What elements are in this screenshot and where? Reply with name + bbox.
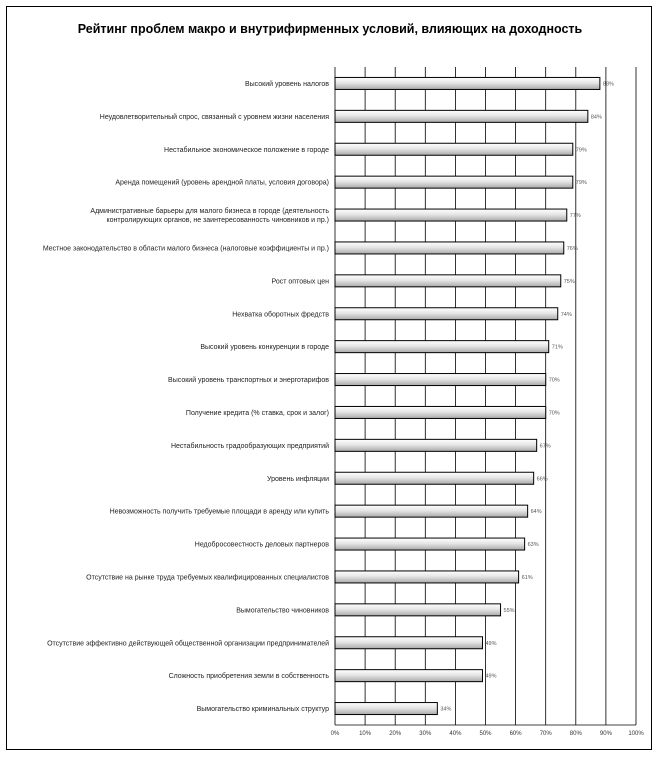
x-tick-label: 20% <box>389 731 402 737</box>
x-tick-label: 70% <box>539 731 552 737</box>
category-label: Вымогательство криминальных структур <box>196 706 329 714</box>
data-label: 84% <box>590 114 602 121</box>
data-label: 77% <box>569 213 581 220</box>
x-tick-label: 100% <box>628 731 644 737</box>
data-label: 70% <box>548 377 560 384</box>
category-label: Нестабильность градообразующих предприятий <box>170 442 329 450</box>
bar <box>335 110 588 122</box>
category-label: Отсутствие эффективно действующей общественной организации предпринимателей <box>47 640 329 648</box>
bars <box>335 77 614 714</box>
data-label: 79% <box>575 147 587 154</box>
data-label: 63% <box>527 542 539 549</box>
bar <box>335 505 528 517</box>
bar <box>335 209 567 221</box>
chart-title: Рейтинг проблем макро и внутрифирменных условий, влияющих на доходность <box>77 22 583 36</box>
category-label: Нестабильное экономическое положение в городе <box>164 146 329 154</box>
bar <box>335 604 501 616</box>
bar <box>335 77 600 89</box>
data-label: 71% <box>551 344 563 351</box>
category-label: Сложность приобретения земли в собственность <box>168 673 329 681</box>
bar <box>335 242 564 254</box>
data-label: 88% <box>602 81 614 88</box>
bar <box>335 275 561 287</box>
category-label: Аренда помещений (уровень арендной платы, условия договора) <box>115 179 329 187</box>
category-label: Неудовлетворительный спрос, связанный с уровнем жизни населения <box>99 113 329 121</box>
data-label: 76% <box>566 245 578 252</box>
data-label: 49% <box>485 640 497 647</box>
bar <box>335 176 573 188</box>
bar <box>335 538 525 550</box>
bar <box>335 472 534 484</box>
category-label: Нехватка оборотных фредств <box>232 311 329 319</box>
category-label: Недобросовестность деловых партнеров <box>194 541 329 549</box>
bar <box>335 439 537 451</box>
category-label: контролирующих органов, не заинтересованность чиновников и пр.) <box>106 217 329 225</box>
bar <box>335 703 437 715</box>
category-label: Невозможность получить требуемые площади в аренду или купить <box>109 508 329 516</box>
bar <box>335 637 482 649</box>
data-label: 55% <box>503 607 515 614</box>
data-label: 70% <box>548 410 560 417</box>
data-label: 79% <box>575 180 587 187</box>
category-label: Рост оптовых цен <box>271 278 329 286</box>
bar <box>335 143 573 155</box>
category-label: Уровень инфляции <box>267 475 329 483</box>
bar <box>335 571 519 583</box>
data-label: 61% <box>521 574 533 581</box>
bar <box>335 308 558 320</box>
x-tick-label: 30% <box>419 731 432 737</box>
x-axis-ticks <box>331 731 645 737</box>
x-tick-label: 40% <box>449 731 462 737</box>
bar <box>335 406 546 418</box>
bar <box>335 374 546 386</box>
data-label: 66% <box>536 476 548 483</box>
category-label: Получение кредита (% ставка, срок и залог) <box>185 409 329 417</box>
data-label: 67% <box>539 443 551 450</box>
data-label: 74% <box>560 311 572 318</box>
data-label: 49% <box>485 673 497 680</box>
category-label: Высокий уровень транспортных и энерготарифов <box>168 377 329 385</box>
category-labels <box>43 80 329 713</box>
bar <box>335 670 482 682</box>
gridlines <box>335 67 636 725</box>
data-label: 34% <box>440 706 452 713</box>
x-tick-label: 60% <box>509 731 522 737</box>
x-tick-label: 80% <box>569 731 582 737</box>
bar <box>335 341 549 353</box>
x-tick-label: 90% <box>599 731 612 737</box>
category-label: Высокий уровень конкуренции в городе <box>200 344 329 352</box>
x-tick-label: 50% <box>479 731 492 737</box>
category-label: Отсутствие на рынке труда требуемых квалифицированных специалистов <box>86 574 329 582</box>
data-label: 75% <box>563 278 575 285</box>
data-label: 64% <box>530 509 542 516</box>
category-label: Административные барьеры для малого бизнеса в городе (деятельность <box>90 208 329 216</box>
x-tick-label: 10% <box>359 731 372 737</box>
category-label: Местное законодательство в области малого бизнеса (налоговые коэффициенты и пр.) <box>42 245 329 253</box>
category-label: Вымогательство чиновников <box>236 607 329 615</box>
x-tick-label: 0% <box>330 731 340 737</box>
category-label: Высокий уровень налогов <box>244 80 329 88</box>
